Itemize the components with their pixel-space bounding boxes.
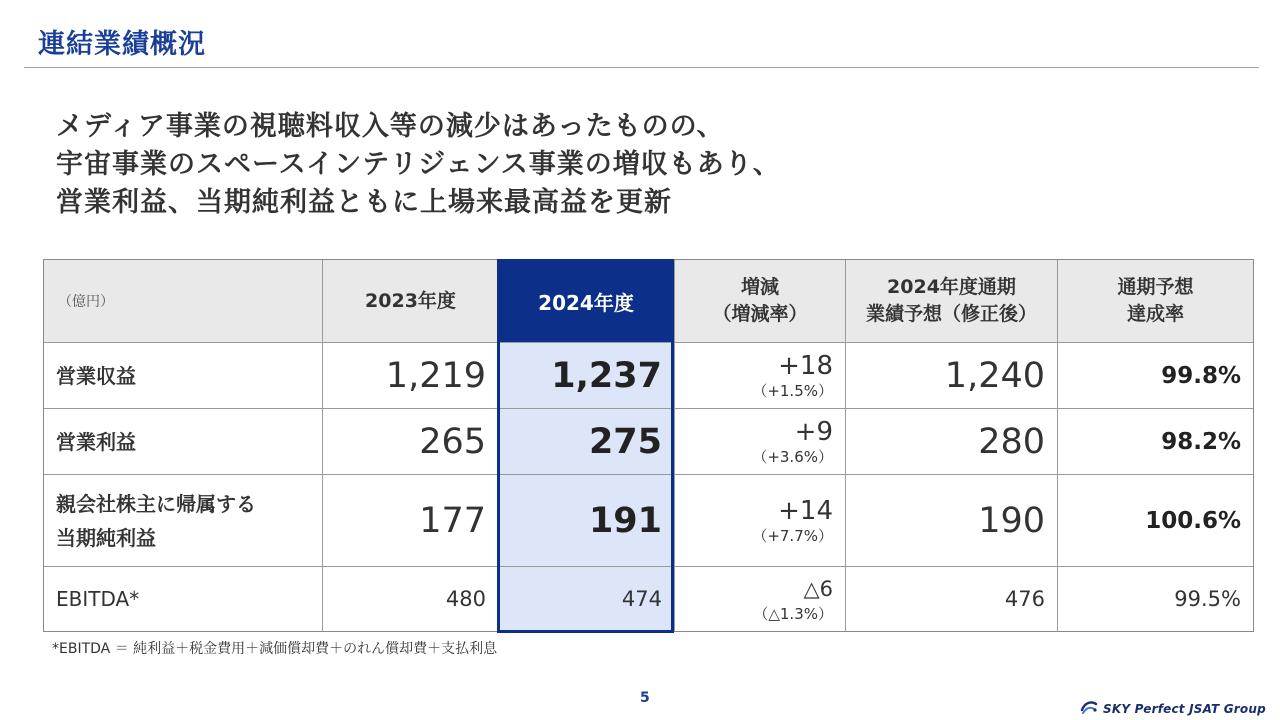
column-header-line: 通期予想	[1117, 276, 1194, 298]
cell-achievement: 98.2%	[1161, 428, 1241, 455]
cell-fy2024: 474	[621, 587, 662, 611]
cell-fy2024: 1,237	[551, 355, 662, 396]
cell-forecast: 476	[1004, 587, 1045, 611]
unit-label: （億円）	[58, 294, 114, 310]
cell-achievement: 100.6%	[1145, 507, 1241, 534]
column-header-change	[675, 260, 845, 342]
change-rate: （+7.7%）	[752, 526, 833, 545]
change-rate: （+1.5%）	[752, 381, 833, 400]
cell-change	[675, 475, 845, 566]
headline-line: メディア事業の視聴料収入等の減少はあったものの、	[56, 111, 725, 142]
cell-forecast: 190	[978, 500, 1045, 541]
cell-achievement: 99.8%	[1161, 362, 1241, 389]
headline-line: 宇宙事業のスペースインテリジェンス事業の増収もあり、	[56, 149, 781, 180]
change-rate: （△1.3%）	[753, 605, 833, 623]
change-value: +9	[794, 416, 833, 447]
row-label-net-income	[44, 475, 322, 566]
results-table	[43, 259, 1254, 632]
column-header-line: 2024年度通期	[887, 276, 1016, 298]
column-header-forecast	[846, 260, 1057, 342]
cell-change	[675, 567, 845, 631]
change-rate: （+3.6%）	[752, 447, 833, 466]
headline-line: 営業利益、当期純利益ともに上場来最高益を更新	[56, 187, 672, 218]
cell-change	[675, 409, 845, 474]
cell-achievement: 99.5%	[1174, 587, 1241, 611]
page-number: 5	[640, 690, 650, 706]
cell-fy2023: 1,219	[385, 355, 486, 396]
column-header-line: 達成率	[1126, 303, 1184, 325]
cell-fy2023: 177	[419, 500, 486, 541]
row-label-line: 当期純利益	[56, 525, 156, 550]
cell-fy2023: 480	[445, 587, 486, 611]
row-label-ebitda: EBITDA*	[56, 587, 140, 611]
cell-fy2024: 191	[588, 500, 662, 541]
column-header-fy2024: 2024年度	[499, 260, 673, 342]
headline	[56, 108, 781, 222]
column-header-line: （増減率）	[712, 303, 808, 325]
page-title: 連結業績概況	[38, 29, 206, 60]
column-header-line: 業績予想（修正後）	[865, 303, 1037, 325]
cell-fy2024: 275	[588, 421, 662, 462]
column-header-fy2023: 2023年度	[365, 289, 456, 312]
company-logo	[1080, 699, 1266, 718]
change-value: △6	[803, 577, 833, 601]
title-divider	[24, 67, 1259, 68]
row-label-line: 親会社株主に帰属する	[56, 491, 256, 516]
jsat-swirl-icon	[1080, 699, 1098, 718]
cell-forecast: 1,240	[944, 355, 1045, 396]
footnote: *EBITDA ＝ 純利益＋税金費用＋減価償却費＋のれん償却費＋支払利息	[52, 641, 498, 657]
row-label-operating-profit: 営業利益	[56, 429, 136, 454]
change-value: +18	[778, 350, 833, 381]
column-header-line: 増減	[740, 276, 779, 298]
cell-fy2023: 265	[419, 421, 486, 462]
logo-text: SKY Perfect JSAT Group	[1103, 701, 1266, 716]
row-label-operating-revenue: 営業収益	[56, 363, 136, 388]
column-header-achievement	[1058, 260, 1253, 342]
cell-change	[675, 343, 845, 408]
cell-forecast: 280	[978, 421, 1045, 462]
change-value: +14	[778, 495, 833, 526]
